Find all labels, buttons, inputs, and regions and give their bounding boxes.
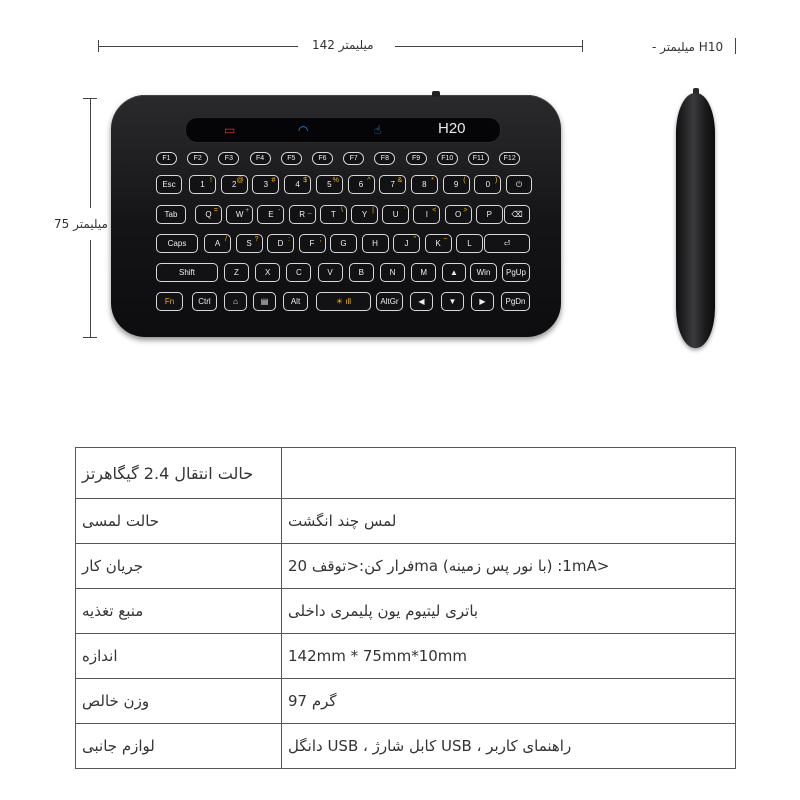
key: ⌂: [224, 292, 247, 311]
key: Esc: [156, 175, 182, 194]
key: X: [255, 263, 280, 282]
table-row: [76, 499, 736, 544]
key: F4: [250, 152, 271, 165]
key: H: [362, 234, 389, 253]
width-dimension-label: میلیمتر 142: [312, 38, 374, 52]
key: G: [330, 234, 357, 253]
key: B: [349, 263, 374, 282]
key: Win: [470, 263, 497, 282]
spec-value: لمس چند انگشت: [282, 499, 736, 544]
key: F11: [468, 152, 489, 165]
table-row: [76, 544, 736, 589]
key: T \: [320, 205, 347, 224]
table-row: [76, 634, 736, 679]
key: Alt: [283, 292, 308, 311]
key: 0 ): [474, 175, 501, 194]
spec-value: 142mm * 75mm*10mm: [282, 634, 736, 679]
height-dimension-label: میلیمتر 75: [54, 217, 108, 231]
key: V: [318, 263, 343, 282]
key: ⏎: [484, 234, 530, 253]
key: F ;: [299, 234, 326, 253]
keyboard-front-image: [111, 95, 561, 337]
key: L: [456, 234, 483, 253]
spec-value: باتری لیتیوم یون پلیمری داخلی: [282, 589, 736, 634]
key: PgUp: [502, 263, 530, 282]
key: Tab: [156, 205, 186, 224]
key: 7 &: [379, 175, 406, 194]
key: ☀ ıll: [316, 292, 371, 311]
key: 6 ^: [348, 175, 375, 194]
key: ▼: [441, 292, 464, 311]
spec-table: [75, 447, 736, 769]
key: F2: [187, 152, 208, 165]
key: Caps: [156, 234, 198, 253]
key: F7: [343, 152, 364, 165]
wifi-indicator-icon: ◠: [298, 123, 309, 137]
side-dimension-tick: [735, 38, 736, 54]
key: Shift: [156, 263, 218, 282]
key: 4 $: [284, 175, 311, 194]
spec-value: [282, 448, 736, 499]
key: Q =: [195, 205, 222, 224]
key: F10: [437, 152, 458, 165]
key: N: [380, 263, 405, 282]
brand-label: H20: [438, 120, 466, 137]
key: ⏻: [506, 175, 532, 194]
key: D :: [267, 234, 294, 253]
spec-label: اندازه: [76, 634, 282, 679]
key: 9 (: [443, 175, 470, 194]
side-dimension-label: - میلیمتر H10: [652, 40, 724, 54]
key: O >: [445, 205, 472, 224]
table-header-row: [76, 448, 736, 499]
battery-indicator-icon: ▭: [224, 123, 236, 137]
key: 5 %: [316, 175, 343, 194]
key: Ctrl: [192, 292, 217, 311]
key: 3 #: [252, 175, 279, 194]
table-row: [76, 724, 736, 769]
indicator-bar: [185, 117, 501, 143]
key: F5: [281, 152, 302, 165]
key: 1 !: [189, 175, 216, 194]
key: Fn: [156, 292, 183, 311]
spec-label: وزن خالص: [76, 679, 282, 724]
key: F3: [218, 152, 239, 165]
key: I <: [413, 205, 440, 224]
key: F8: [374, 152, 395, 165]
key: K ~: [425, 234, 452, 253]
key: F9: [406, 152, 427, 165]
spec-label: لوازم جانبی: [76, 724, 282, 769]
key: 2 @: [221, 175, 248, 194]
key: J ": [393, 234, 420, 253]
spec-value: <1mA: (با نور پس زمینه) maفرار کن:<توقف 20: [282, 544, 736, 589]
spec-label: حالت انتقال 2.4 گیگاهرتز: [76, 448, 282, 499]
key: Y |: [351, 205, 378, 224]
key: E -: [257, 205, 284, 224]
table-row: [76, 589, 736, 634]
table-row: [76, 679, 736, 724]
key: U ': [382, 205, 409, 224]
spec-label: منبع تغذیه: [76, 589, 282, 634]
key: PgDn: [501, 292, 530, 311]
key: AltGr: [376, 292, 403, 311]
key: ◀: [410, 292, 433, 311]
key: F1: [156, 152, 177, 165]
key: ⌫: [504, 205, 530, 224]
key: A /: [204, 234, 231, 253]
key: R _: [289, 205, 316, 224]
key: C: [286, 263, 311, 282]
key: P: [476, 205, 503, 224]
key: ▶: [471, 292, 494, 311]
key: S ?: [236, 234, 263, 253]
key: M: [411, 263, 436, 282]
spec-value: راهنمای کاربر ، USB کابل شارژ ، USB دانگل: [282, 724, 736, 769]
key: ▲: [442, 263, 466, 282]
spec-label: حالت لمسی: [76, 499, 282, 544]
spec-label: جریان کار: [76, 544, 282, 589]
key: W +: [226, 205, 253, 224]
key: F6: [312, 152, 333, 165]
keyboard-side-image: [676, 93, 715, 348]
spec-value: گرم 97: [282, 679, 736, 724]
key: F12: [499, 152, 520, 165]
key: Z: [224, 263, 249, 282]
power-switch: [432, 91, 440, 97]
key: 8 *: [411, 175, 438, 194]
key: ▤: [253, 292, 276, 311]
touch-indicator-icon: ☝: [374, 123, 382, 137]
